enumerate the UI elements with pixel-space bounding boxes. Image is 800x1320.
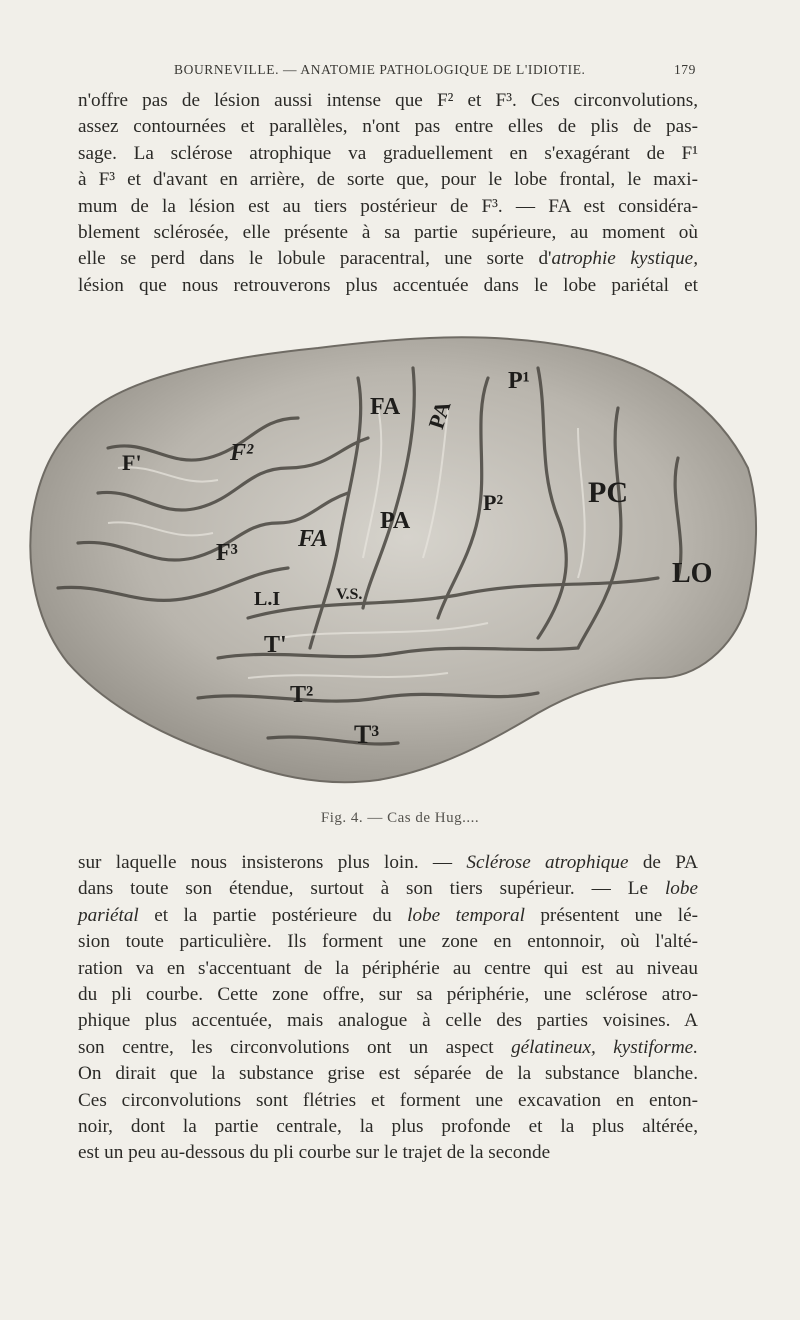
text-line: est un peu au-dessous du pli courbe sur le trajet de la seconde: [78, 1142, 551, 1164]
text-line: [78, 876, 698, 902]
text-line: On dirait que la substance grise est séparée de la substance blanche.: [78, 1063, 698, 1085]
text-run: son centre, les circonvolutions ont un aspect: [78, 1036, 512, 1058]
text-run: dans toute son étendue, surtout à son tiers supérieur. — Le: [78, 878, 665, 900]
text-line: [78, 903, 698, 929]
text-line: ration va en s'accentuant de la périphérie au centre qui est au niveau: [78, 957, 698, 979]
text-line: blement sclérosée, elle présente à sa partie supérieure, au moment où: [78, 221, 698, 243]
text-run: de PA: [628, 852, 698, 873]
text-line: assez contournées et parallèles, n'ont pas entre elles de plis de pas-: [78, 116, 698, 138]
label-t3: T³: [354, 720, 380, 749]
italic-term: Sclérose atrophique: [466, 852, 629, 873]
text-line: du pli courbe. Cette zone offre, sur sa périphérie, une sclérose atro-: [78, 983, 698, 1005]
text-line: à F³ et d'avant en arrière, de sorte que, pour le lobe frontal, le maxi-: [78, 169, 698, 191]
text-line: [78, 850, 698, 876]
running-title: BOURNEVILLE. — ANATOMIE PATHOLOGIQUE DE L'IDIOTIE.: [174, 62, 586, 77]
italic-term: lobe: [664, 878, 698, 900]
text-line: phique plus accentuée, mais analogue à celle des parties voisines. A: [78, 1010, 698, 1032]
paragraph-1: [78, 88, 698, 299]
text-line: noir, dont la partie centrale, la plus profonde et la plus altérée,: [78, 1115, 698, 1137]
text-line: lésion que nous retrouverons plus accentuée dans le lobe pariétal et: [78, 274, 698, 296]
italic-term: gélatineux, kystiforme.: [511, 1036, 698, 1058]
label-p1: P¹: [508, 368, 530, 394]
page-number: 179: [673, 62, 696, 77]
label-pa: PA: [423, 397, 456, 432]
brain-illustration: [18, 318, 762, 803]
label-fa: FA: [370, 394, 401, 420]
brain-figure: [18, 318, 762, 803]
text-run: elle se perd dans le lobule paracentral, une sorte d': [78, 248, 552, 270]
label-f2: F²: [230, 440, 254, 466]
label-vs: V.S.: [336, 586, 363, 603]
text-run: et la partie postérieure du: [138, 904, 408, 926]
text-line: sion toute particulière. Ils forment une zone en entonnoir, où l'alté-: [78, 931, 698, 953]
paragraph-2: [78, 850, 698, 1167]
label-lo: LO: [672, 558, 713, 589]
text-run: sur laquelle nous insisterons plus loin. —: [78, 852, 467, 873]
label-li: L.I: [254, 588, 281, 610]
italic-term: atrophie kystique,: [551, 248, 698, 270]
label-f3: F³: [216, 540, 238, 566]
label-f1: F': [122, 450, 142, 475]
label-pc: PC: [588, 476, 628, 509]
italic-term: pariétal: [78, 904, 139, 926]
text-line: n'offre pas de lésion aussi intense que F² et F³. Ces circonvolutions,: [78, 90, 698, 111]
label-t1: T': [264, 632, 287, 658]
text-run: présentent une lé-: [524, 904, 698, 926]
text-line: Ces circonvolutions sont flétries et forment une excavation en enton-: [78, 1089, 698, 1111]
label-t2: T²: [290, 682, 314, 708]
text-line: mum de la lésion est au tiers postérieur de F³. — FA est considéra-: [78, 195, 698, 217]
label-p2: P²: [483, 490, 504, 515]
label-pa-2: PA: [380, 508, 411, 534]
figure-caption: Fig. 4. — Cas de Hug....: [320, 810, 480, 826]
italic-term: lobe temporal: [407, 904, 525, 926]
text-line: sage. La sclérose atrophique va graduellement en s'exagérant de F¹: [78, 142, 698, 164]
label-fa-2: FA: [298, 526, 328, 552]
text-line: [78, 1035, 698, 1061]
text-line: [78, 246, 698, 272]
